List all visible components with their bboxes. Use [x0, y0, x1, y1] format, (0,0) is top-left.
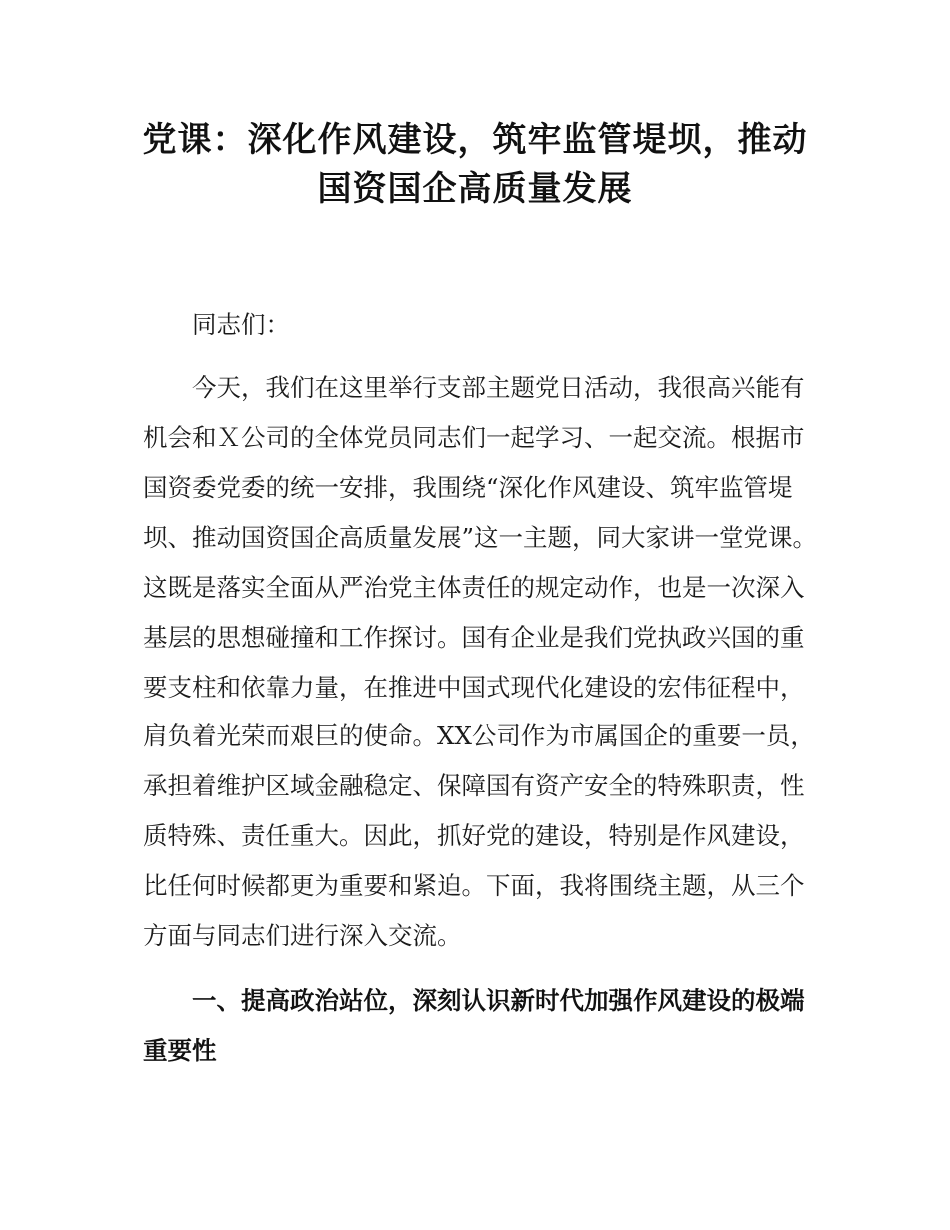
paragraph-line: 国资委党委的统一安排，我围绕“深化作风建设、筑牢监管堤 — [143, 473, 793, 502]
paragraph-line: 机会和Ｘ公司的全体党员同志们一起学习、一起交流。根据市 — [143, 423, 805, 452]
document-title-line-2: 国资国企高质量发展 — [317, 169, 633, 209]
paragraph-line: 要支柱和依靠力量，在推进中国式现代化建设的宏伟征程中， — [143, 673, 805, 702]
paragraph-line: 方面与同志们进行深入交流。 — [143, 921, 462, 950]
paragraph-line: 肩负着光荣而艰巨的使命。XX公司作为市属国企的重要一员， — [143, 721, 815, 750]
paragraph-line: 今天，我们在这里举行支部主题党日活动，我很高兴能有 — [192, 373, 805, 402]
paragraph-line: 这既是落实全面从严治党主体责任的规定动作，也是一次深入 — [143, 573, 805, 602]
section-heading-line-2: 重要性 — [143, 1036, 217, 1065]
paragraph-line: 基层的思想碰撞和工作探讨。国有企业是我们党执政兴国的重 — [143, 623, 805, 652]
document-title-line-1: 党课：深化作风建设，筑牢监管堤坝，推动 — [142, 120, 808, 160]
paragraph-line: 承担着维护区域金融稳定、保障国有资产安全的特殊职责，性 — [143, 771, 805, 800]
section-heading-line-1: 一、提高政治站位，深刻认识新时代加强作风建设的极端 — [192, 986, 805, 1015]
paragraph-line: 质特殊、责任重大。因此，抓好党的建设，特别是作风建设， — [143, 821, 805, 850]
paragraph-line: 坝、推动国资国企高质量发展”这一主题，同大家讲一堂党课。 — [143, 523, 818, 552]
salutation: 同志们： — [192, 310, 290, 339]
paragraph-line: 比任何时候都更为重要和紧迫。下面，我将围绕主题，从三个 — [143, 871, 805, 900]
